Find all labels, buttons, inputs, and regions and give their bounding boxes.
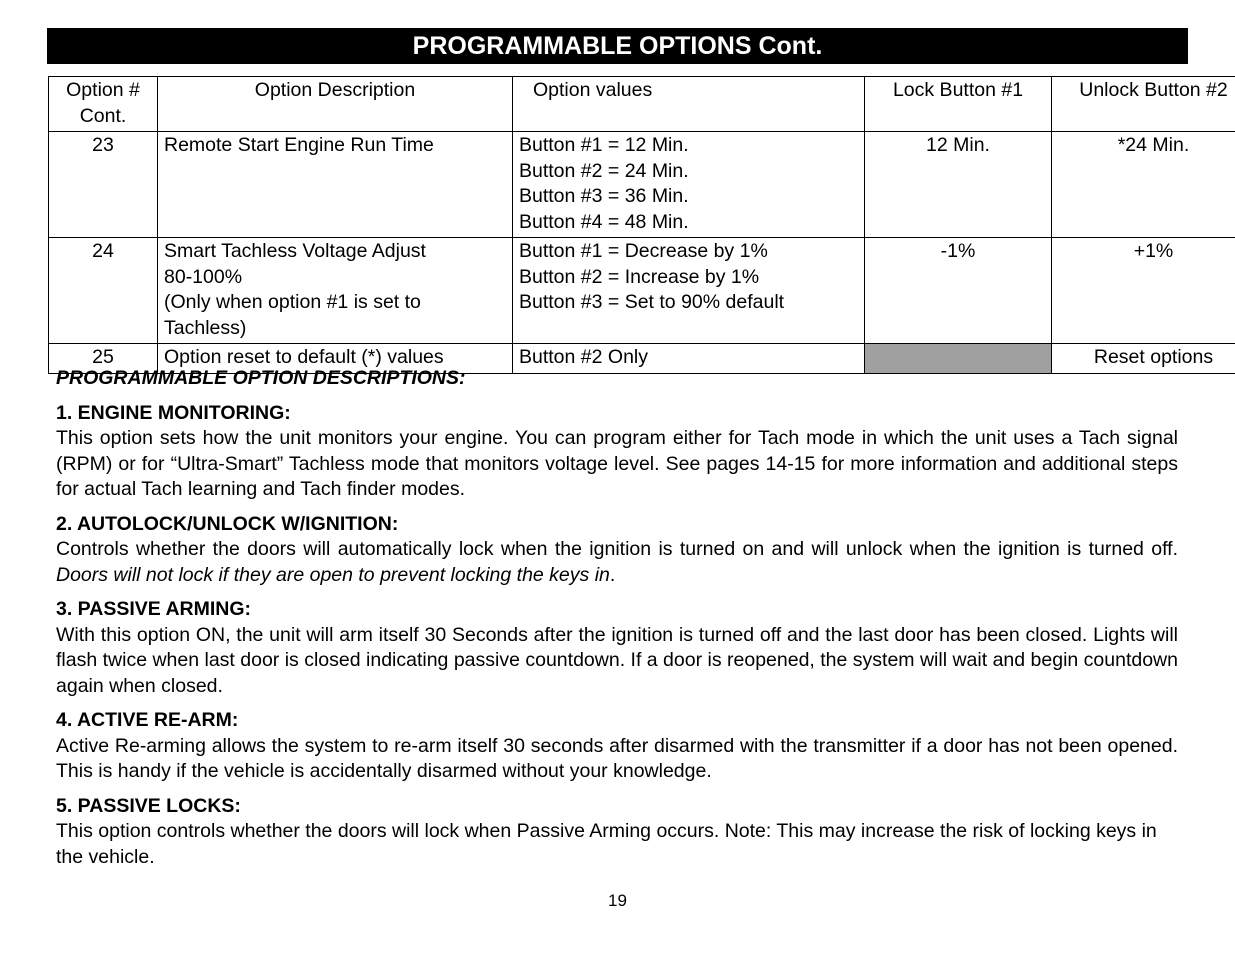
section-text: This option controls whether the doors will lock when Passive Arming occurs. Note: This may increase the risk of locking keys in the vehicle.	[56, 820, 1157, 868]
value-line: Button #2 = 24 Min.	[519, 159, 689, 182]
section-text	[56, 537, 1189, 588]
section-engine-monitoring	[56, 401, 1178, 503]
table-header-row	[49, 77, 1235, 132]
header-option-values: Option values	[513, 77, 865, 132]
section-text-tail: .	[609, 563, 616, 586]
section-heading: 1. ENGINE MONITORING:	[56, 401, 291, 424]
option-values	[513, 132, 865, 238]
section-text-italic: Doors will not lock if they are open to prevent locking the keys in	[56, 563, 610, 586]
value-line: Button #1 = Decrease by 1%	[519, 240, 768, 262]
option-description	[158, 238, 513, 344]
unlock-button-value: *24 Min.	[1052, 132, 1235, 238]
value-line: Button #3 = 36 Min.	[519, 185, 689, 207]
options-table	[48, 76, 1235, 374]
unlock-button-value: Reset options	[1052, 344, 1235, 374]
page-title: PROGRAMMABLE OPTIONS Cont.	[47, 28, 1188, 64]
description-line: 80-100%	[164, 265, 243, 288]
description-line: Smart Tachless Voltage Adjust	[164, 240, 426, 262]
section-autolock-unlock	[56, 512, 1189, 589]
lock-button-value: 12 Min.	[865, 132, 1052, 238]
descriptions-heading: PROGRAMMABLE OPTION DESCRIPTIONS:	[56, 367, 466, 389]
section-active-re-arm	[56, 708, 1178, 785]
option-number: 23	[49, 132, 158, 238]
header-lock-button: Lock Button #1	[865, 77, 1052, 132]
descriptions	[56, 366, 1189, 879]
section-text: Active Re-arming allows the system to re-arm itself 30 seconds after disarmed with the transmitter if a door has not been opened. This is handy if the vehicle is accidentally disarmed without your knowledge.	[56, 734, 1178, 782]
table-row	[49, 132, 1235, 238]
section-heading: 4. ACTIVE RE-ARM:	[56, 709, 239, 731]
section-passive-arming	[56, 597, 1178, 699]
description-line: Option reset to default (*) values	[164, 346, 444, 368]
header-unlock-button: Unlock Button #2	[1052, 77, 1235, 132]
section-heading: 5. PASSIVE LOCKS:	[56, 794, 241, 817]
section-text-main: Controls whether the doors will automatically lock when the ignition is turned on and will unlock when the ignition is turned off.	[56, 538, 1189, 560]
section-heading: 3. PASSIVE ARMING:	[56, 598, 252, 620]
section-text: This option sets how the unit monitors your engine. You can program either for Tach mode in which the unit uses a Tach signal (RPM) or for “Ultra-Smart” Tachless mode that monitors voltage level. See pages 14-15 for more information and additional steps for actual Tach learning and Tach finder modes.	[56, 427, 1178, 500]
section-text: With this option ON, the unit will arm itself 30 Seconds after the ignition is turned off and the last door has been closed. Lights will flash twice when last door is closed indicating passive countdown. If a door is reopened, the system will wait and begin countdown again when closed.	[56, 623, 1178, 697]
header-option-description: Option Description	[158, 77, 513, 132]
section-heading: 2. AUTOLOCK/UNLOCK W/IGNITION:	[56, 512, 399, 535]
value-line: Button #3 = Set to 90% default	[519, 291, 785, 313]
description-line: Tachless)	[164, 316, 247, 339]
table-row	[49, 238, 1235, 344]
option-number: 25	[49, 344, 158, 374]
option-values	[513, 238, 865, 344]
header-option-number: Option # Cont.	[49, 77, 158, 132]
option-description	[158, 132, 513, 238]
value-line: Button #2 Only	[519, 346, 648, 368]
unlock-button-value: +1%	[1052, 238, 1235, 344]
option-number: 24	[49, 238, 158, 344]
lock-button-value: -1%	[865, 238, 1052, 344]
value-line: Button #1 = 12 Min.	[519, 134, 689, 156]
value-line: Button #4 = 48 Min.	[519, 210, 689, 233]
description-line: Remote Start Engine Run Time	[164, 134, 434, 156]
description-line: (Only when option #1 is set to	[164, 291, 421, 313]
page-number: 19	[608, 891, 627, 910]
value-line: Button #2 = Increase by 1%	[519, 265, 760, 288]
section-passive-locks	[56, 794, 1178, 871]
